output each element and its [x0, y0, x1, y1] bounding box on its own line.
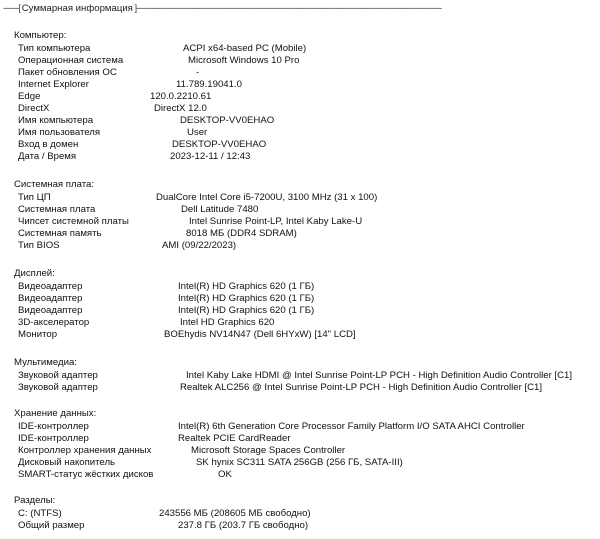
row-value: Intel HD Graphics 620	[180, 317, 275, 328]
row-label: Системная плата	[18, 204, 96, 215]
row-value: Intel(R) HD Graphics 620 (1 ГБ)	[178, 293, 315, 304]
row-label: Контроллер хранения данных	[18, 445, 152, 456]
row-label: Операционная система	[18, 55, 124, 66]
row-label: IDE-контроллер	[18, 433, 89, 444]
section-title-display: Дисплей:	[14, 268, 55, 279]
row-label: 3D-акселератор	[18, 317, 90, 328]
row-value: ACPI x64-based PC (Mobile)	[183, 43, 307, 54]
header-left-rule: -------[	[3, 3, 22, 14]
row-value: User	[187, 127, 208, 138]
row-value: Realtek ALC256 @ Intel Sunrise Point-LP PCH - High Definition Audio Controller [C1]	[180, 382, 543, 393]
report-title: Суммарная информация	[21, 3, 133, 14]
row-value: OK	[218, 469, 232, 480]
row-value: AMI (09/22/2023)	[162, 240, 237, 251]
report-header	[3, 3, 441, 14]
row-label: C: (NTFS)	[18, 508, 62, 519]
row-value: Intel(R) HD Graphics 620 (1 ГБ)	[178, 281, 315, 292]
row-value: Intel(R) HD Graphics 620 (1 ГБ)	[178, 305, 315, 316]
row-label: Общий размер	[18, 520, 85, 531]
section-title-multimedia: Мультимедиа:	[14, 357, 77, 368]
section-title-storage: Хранение данных:	[14, 408, 97, 419]
row-label: Edge	[18, 91, 41, 102]
row-value: -	[196, 67, 200, 78]
row-label: Видеоадаптер	[18, 305, 83, 316]
header-right-rule: ]-------------------------------------------------------------------------------------------------------------------------------------------	[132, 3, 442, 14]
row-label: Дисковый накопитель	[18, 457, 116, 468]
row-label: Звуковой адаптер	[18, 382, 98, 393]
row-value: 120.0.2210.61	[150, 91, 212, 102]
section-title-partitions: Разделы:	[14, 495, 56, 506]
row-value: Intel(R) 6th Generation Core Processor Family Platform I/O SATA AHCI Controller	[178, 421, 525, 432]
section-title-computer: Компьютер:	[14, 30, 67, 41]
row-value: Intel Kaby Lake HDMI @ Intel Sunrise Point-LP PCH - High Definition Audio Controller [C1]	[186, 370, 573, 381]
row-value: BOEhydis NV14N47 (Dell 6HYxW) [14" LCD]	[164, 329, 356, 340]
row-value: DirectX 12.0	[154, 103, 207, 114]
row-value: 237.8 ГБ (203.7 ГБ свободно)	[178, 520, 309, 531]
row-label: Монитор	[18, 329, 58, 340]
row-label: Тип компьютера	[18, 43, 91, 54]
row-label: Тип ЦП	[18, 192, 51, 203]
section-title-board: Системная плата:	[14, 179, 95, 190]
row-label: Имя пользователя	[18, 127, 101, 138]
row-value: 8018 МБ (DDR4 SDRAM)	[186, 228, 297, 239]
row-value: DualCore Intel Core i5-7200U, 3100 MHz (31 x 100)	[156, 192, 378, 203]
row-label: IDE-контроллер	[18, 421, 89, 432]
row-value: DESKTOP-VV0EHAO	[180, 115, 275, 126]
row-label: Internet Explorer	[18, 79, 89, 90]
row-label: Вход в домен	[18, 139, 79, 150]
row-value: 11.789.19041.0	[176, 79, 242, 90]
row-value: Dell Latitude 7480	[181, 204, 259, 215]
row-label: Видеоадаптер	[18, 293, 83, 304]
row-label: DirectX	[18, 103, 50, 114]
row-label: Системная память	[18, 228, 102, 239]
row-value: Microsoft Storage Spaces Controller	[191, 445, 346, 456]
row-value: 2023-12-11 / 12:43	[170, 151, 251, 162]
row-value: DESKTOP-VV0EHAO	[172, 139, 267, 150]
row-value: Intel Sunrise Point-LP, Intel Kaby Lake-U	[189, 216, 363, 227]
row-label: SMART-статус жёстких дисков	[18, 469, 154, 480]
row-value: SK hynix SC311 SATA 256GB (256 ГБ, SATA-III)	[196, 457, 403, 468]
row-value: Realtek PCIE CardReader	[178, 433, 291, 444]
row-value: 243556 МБ (208605 МБ свободно)	[159, 508, 311, 519]
row-value: Microsoft Windows 10 Pro	[188, 55, 300, 66]
row-label: Чипсет системной платы	[18, 216, 129, 227]
row-label: Пакет обновления ОС	[18, 67, 117, 78]
row-label: Тип BIOS	[18, 240, 60, 251]
row-label: Дата / Время	[18, 151, 77, 162]
row-label: Звуковой адаптер	[18, 370, 98, 381]
row-label: Видеоадаптер	[18, 281, 83, 292]
row-label: Имя компьютера	[18, 115, 94, 126]
